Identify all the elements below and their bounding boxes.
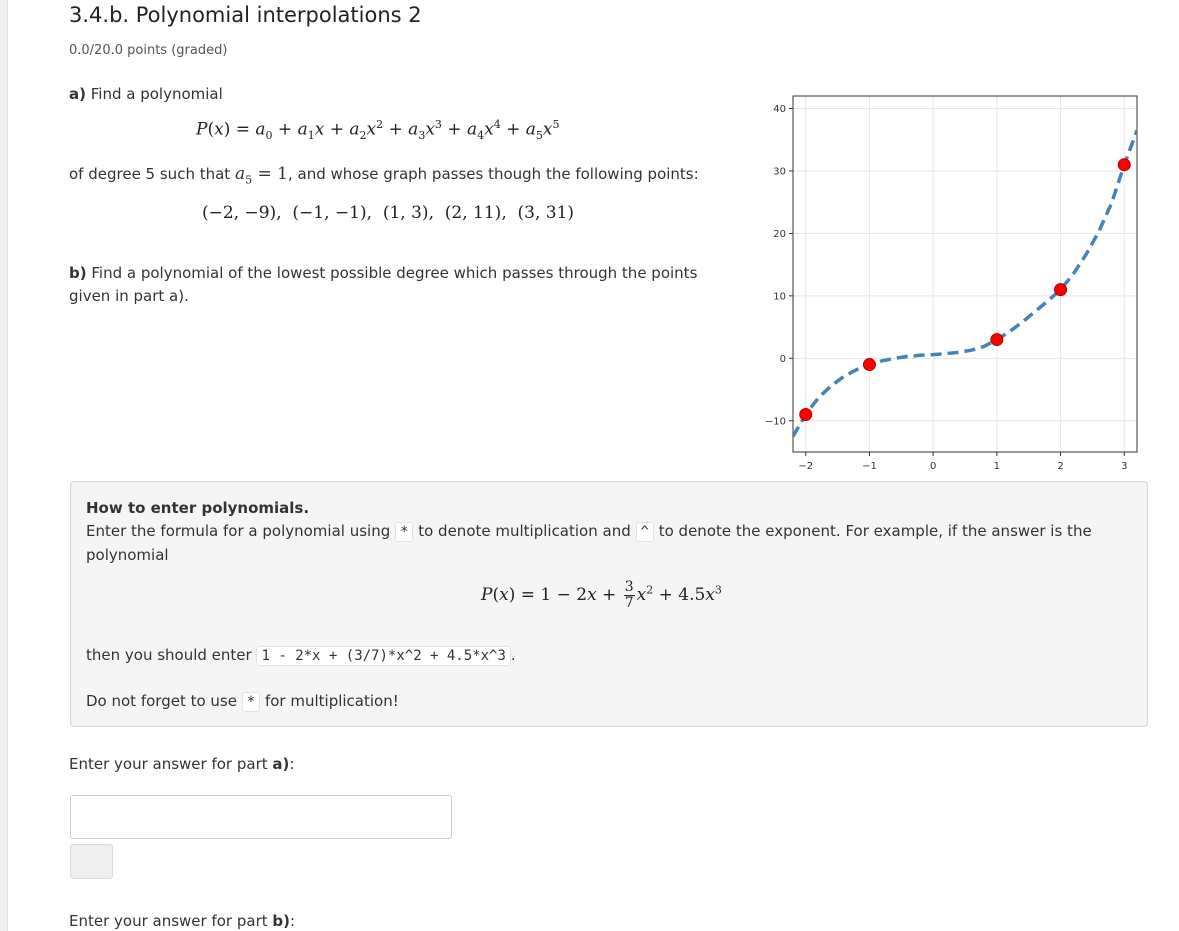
y-tick-label: 20 xyxy=(773,228,786,240)
data-point xyxy=(1055,284,1067,296)
y-tick-label: 40 xyxy=(773,103,786,115)
data-point xyxy=(991,334,1003,346)
data-point xyxy=(863,359,875,371)
answer-b-prompt: Enter your answer for part b): xyxy=(69,912,296,930)
part-b-line2: given in part a). xyxy=(69,287,189,305)
data-point xyxy=(800,409,812,421)
answer-a-input[interactable] xyxy=(70,795,452,839)
example-code: 1 - 2*x + (3/7)*x^2 + 4.5*x^3 xyxy=(256,646,510,666)
answer-a-submit-button[interactable] xyxy=(70,844,113,879)
x-tick-label: 1 xyxy=(993,461,1001,472)
x-tick-label: 2 xyxy=(1057,461,1064,472)
help-line2: polynomial xyxy=(86,546,169,564)
problem-title: 3.4.b. Polynomial interpolations 2 xyxy=(69,3,422,27)
forget-note: Do not forget to use * for multiplication! xyxy=(86,692,399,710)
example-entry-line: then you should enter 1 - 2*x + (3/7)*x^2 + 4.5*x^3 . xyxy=(86,646,516,664)
help-line1: Enter the formula for a polynomial using * to denote multiplication and ^ to denote the exponent. For example, if the answer is the xyxy=(86,522,1092,540)
x-tick-label: −1 xyxy=(862,461,877,472)
help-heading: How to enter polynomials. xyxy=(86,499,310,517)
answer-a-prompt: Enter your answer for part a): xyxy=(69,755,295,773)
polynomial-entry-help xyxy=(70,481,1148,727)
interpolation-chart xyxy=(755,90,1145,475)
polynomial-formula: $P(x) = a_0 + a_1x + a_2x^2 + a_3x^3 + a_4x^4 + a_5x^5$ xyxy=(196,118,560,143)
y-tick-label: 10 xyxy=(773,291,786,303)
points-status: 0.0/20.0 points (graded) xyxy=(69,43,228,58)
x-tick-label: 0 xyxy=(929,461,937,472)
part-b-line1: b) Find a polynomial of the lowest possible degree which passes through the points xyxy=(69,264,698,282)
y-tick-label: 30 xyxy=(773,166,786,178)
x-tick-label: −2 xyxy=(798,461,814,472)
data-point xyxy=(1118,159,1130,171)
degree-condition: of degree 5 such that $a_5 = 1$, and whose graph passes though the following points: xyxy=(69,164,699,187)
example-polynomial: P(x) = 1 − 2x + $\frac{3}{7}$ $x^2 + 4.5x^3$ xyxy=(481,579,722,611)
points-list: (−2, −9), (−1, −1), (1, 3), (2, 11), (3, 31) xyxy=(202,203,575,223)
y-tick-label: 0 xyxy=(779,353,786,365)
x-tick-label: 3 xyxy=(1121,461,1128,472)
plot-area xyxy=(793,96,1137,452)
part-a-intro: a) Find a polynomial xyxy=(69,85,223,103)
y-tick-label: −10 xyxy=(764,416,786,428)
